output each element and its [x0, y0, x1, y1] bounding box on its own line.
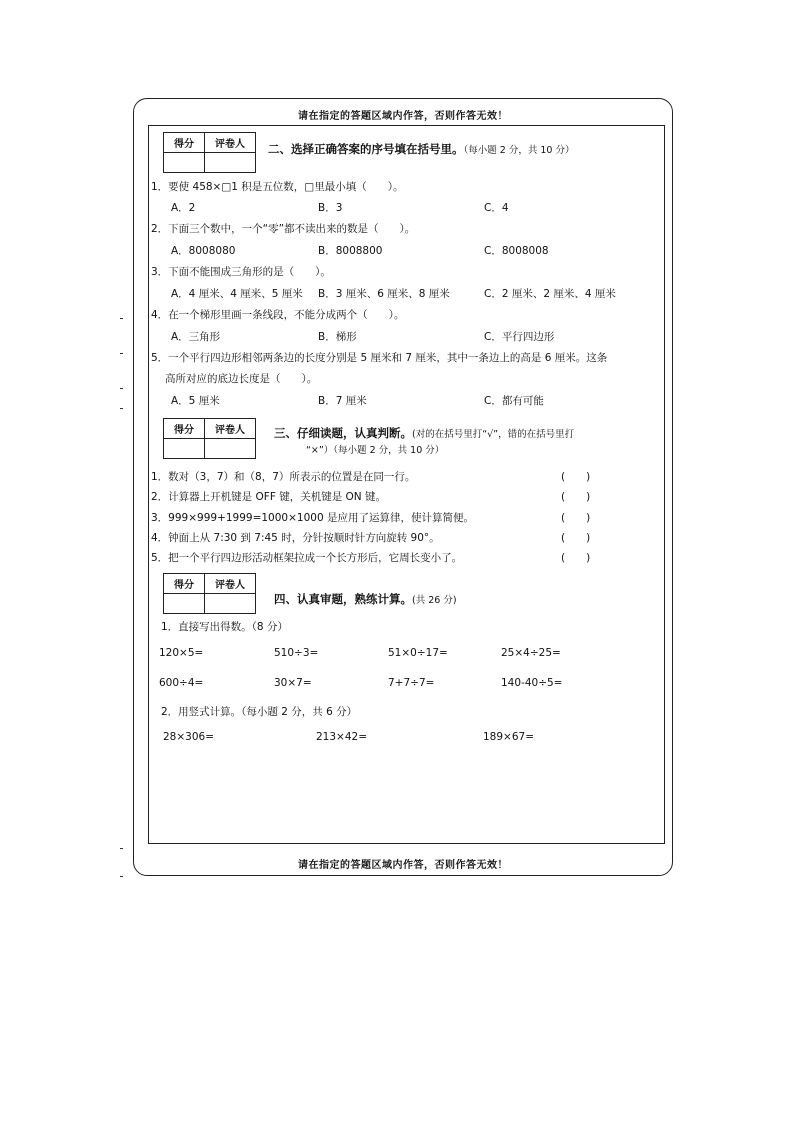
- option-a: A．5 厘米: [171, 395, 220, 407]
- question-continued: 高所对应的底边长度是（ ）。: [165, 373, 318, 385]
- option-b: B．7 厘米: [318, 395, 367, 407]
- answer-bracket[interactable]: ( ): [561, 491, 591, 503]
- answer-bracket[interactable]: ( ): [561, 512, 591, 524]
- option-a: A．2: [171, 202, 196, 214]
- option-c: C．8008008: [484, 245, 549, 257]
- score-box: [163, 573, 256, 614]
- section4-title: 四、认真审题，熟练计算。(共 26 分): [274, 592, 457, 606]
- top-warning-banner: 请在指定的答题区域内作答，否则作答无效！: [298, 111, 508, 122]
- vertical-calc-item: 189×67=: [483, 731, 534, 743]
- calc-item: 510÷3=: [274, 647, 319, 659]
- question: 3．下面不能围成三角形的是（ ）。: [151, 266, 331, 278]
- option-a: A．8008080: [171, 245, 236, 257]
- margin-mark: [120, 388, 123, 389]
- margin-mark: [120, 353, 123, 354]
- answer-bracket[interactable]: ( ): [561, 532, 591, 544]
- calc-item: 30×7=: [274, 677, 312, 689]
- grader-cell[interactable]: [205, 594, 256, 614]
- section2-title: 二、选择正确答案的序号填在括号里。（每小题 2 分，共 10 分）: [268, 142, 575, 156]
- score-cell[interactable]: [164, 594, 205, 614]
- question: 2．下面三个数中，一个“零”都不读出来的数是（ ）。: [151, 223, 416, 235]
- grader-cell[interactable]: [205, 153, 256, 173]
- judge-item: 4．钟面上从 7:30 到 7:45 时，分针按顺时针方向旋转 90°。: [151, 532, 440, 544]
- bottom-warning-banner: 请在指定的答题区域内作答，否则作答无效！: [298, 860, 508, 871]
- grader-cell[interactable]: [205, 439, 256, 459]
- grader-label: 评卷人: [205, 574, 256, 594]
- judge-item: 2．计算器上开机键是 OFF 键，关机键是 ON 键。: [151, 491, 386, 503]
- score-cell[interactable]: [164, 439, 205, 459]
- part1-heading: 1．直接写出得数。（8 分）: [161, 621, 288, 633]
- score-box: [163, 418, 256, 459]
- grader-label: 评卷人: [205, 133, 256, 153]
- score-box: [163, 132, 256, 173]
- answer-bracket[interactable]: ( ): [561, 552, 591, 564]
- part2-heading: 2．用竖式计算。（每小题 2 分，共 6 分）: [161, 706, 358, 718]
- margin-mark: [120, 318, 123, 319]
- calc-item: 7+7÷7=: [388, 677, 435, 689]
- judge-item: 3．999×999+1999=1000×1000 是应用了运算律，使计算简便。: [151, 512, 474, 524]
- margin-mark: [120, 848, 123, 849]
- vertical-calc-item: 213×42=: [316, 731, 367, 743]
- option-c: C．4: [484, 202, 509, 214]
- option-a: A．4 厘米、4 厘米、5 厘米: [171, 288, 303, 300]
- option-a: A．三角形: [171, 331, 221, 343]
- margin-mark: [120, 876, 123, 877]
- grader-label: 评卷人: [205, 419, 256, 439]
- vertical-calc-item: 28×306=: [163, 731, 214, 743]
- calc-item: 600÷4=: [159, 677, 204, 689]
- score-label: 得分: [164, 574, 205, 594]
- calc-item: 25×4÷25=: [501, 647, 561, 659]
- calc-item: 51×0÷17=: [388, 647, 448, 659]
- score-label: 得分: [164, 419, 205, 439]
- margin-mark: [120, 408, 123, 409]
- calc-item: 140-40÷5=: [501, 677, 563, 689]
- judge-item: 5．把一个平行四边形活动框架拉成一个长方形后，它周长变小了。: [151, 552, 463, 564]
- question: 4．在一个梯形里画一条线段，不能分成两个（ ）。: [151, 309, 405, 321]
- option-b: B．3: [318, 202, 343, 214]
- score-cell[interactable]: [164, 153, 205, 173]
- judge-item: 1．数对（3，7）和（8，7）所表示的位置是在同一行。: [151, 471, 416, 483]
- section3-title: 三、仔细读题，认真判断。(对的在括号里打“√”，错的在括号里打: [274, 426, 575, 440]
- option-c: C．都有可能: [484, 395, 544, 407]
- section3-note: “×”）（每小题 2 分，共 10 分）: [306, 445, 445, 456]
- option-b: B．梯形: [318, 331, 357, 343]
- score-label: 得分: [164, 133, 205, 153]
- option-b: B．8008800: [318, 245, 383, 257]
- option-c: C．2 厘米、2 厘米、4 厘米: [484, 288, 616, 300]
- calc-item: 120×5=: [159, 647, 204, 659]
- question: 5．一个平行四边形相邻两条边的长度分别是 5 厘米和 7 厘米，其中一条边上的高是 6 厘米。这条: [151, 352, 608, 364]
- question: 1．要使 458×□1 积是五位数，□里最小填（ ）。: [151, 181, 404, 193]
- option-b: B．3 厘米、6 厘米、8 厘米: [318, 288, 450, 300]
- answer-bracket[interactable]: ( ): [561, 471, 591, 483]
- option-c: C．平行四边形: [484, 331, 555, 343]
